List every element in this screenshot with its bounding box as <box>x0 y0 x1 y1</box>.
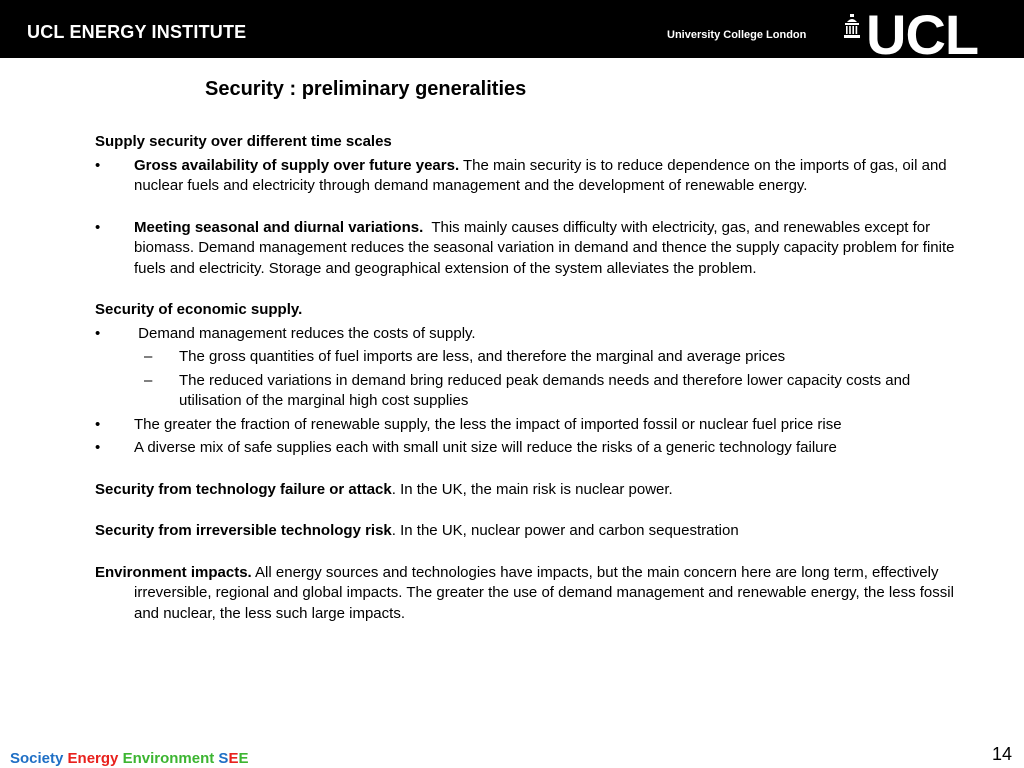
ucl-portico-icon <box>844 14 860 38</box>
paragraph-text: All energy sources and technologies have impacts, but the main concern here are long term, effectively irreversible, regional and global impacts. The greater the use of demand management and renewable energy, the less fossil and nuclear, the less such large impacts. <box>134 563 954 622</box>
paragraph-heading: Security from technology failure or attack <box>95 480 392 498</box>
paragraph-text: . In the UK, nuclear power and carbon sequestration <box>391 522 739 539</box>
list-item <box>95 218 959 280</box>
page-number: 14 <box>992 744 1013 764</box>
item-text: The gross quantities of fuel imports are less, and therefore the marginal and average prices <box>179 348 786 365</box>
sub-list-item <box>95 347 955 368</box>
bullet-marker: • <box>95 324 101 342</box>
bullet-marker: • <box>95 156 101 174</box>
bullet-marker: • <box>95 218 101 236</box>
item-text: This mainly causes difficulty with electricity, gas, and renewables except for biomass. Demand management reduces the seasonal variation in demand and thence the supply capacity problem for finite fuels and electricity. Storage and geographical extension of the system alleviates the problem. <box>134 218 959 277</box>
slide-title: Security : preliminary generalities <box>205 78 527 100</box>
section-heading-economic: Security of economic supply. <box>95 301 303 318</box>
footer-e2: E <box>238 750 249 767</box>
list-item <box>95 156 955 197</box>
slide-body <box>95 132 959 624</box>
footer-environment: Environment <box>122 750 215 767</box>
ucl-logo: UCL <box>866 3 979 66</box>
footer-e1: E <box>228 750 239 767</box>
item-text: The reduced variations in demand bring reduced peak demands needs and therefore lower capacity costs and utilisation of the marginal high cost supplies <box>179 371 911 409</box>
bullet-marker: • <box>95 439 101 456</box>
item-heading: Meeting seasonal and diurnal variations. <box>134 218 424 236</box>
dash-marker: – <box>144 348 153 365</box>
paragraph-text: . In the UK, the main risk is nuclear power. <box>391 480 673 498</box>
paragraph-environment <box>95 563 955 625</box>
paragraph-irreversible-risk <box>95 521 955 542</box>
bullet-marker: • <box>95 415 101 433</box>
item-text: A diverse mix of safe supplies each with small unit size will reduce the risks of a generic technology failure <box>134 439 837 456</box>
list-item <box>95 324 955 345</box>
paragraph-heading: Security from irreversible technology risk <box>95 522 392 539</box>
paragraph-heading: Environment impacts. <box>95 563 252 581</box>
footer-see <box>218 750 248 767</box>
footer-tagline <box>10 750 248 767</box>
item-heading: Gross availability of supply over future years. <box>134 156 460 174</box>
list-item <box>95 415 955 436</box>
item-text: Demand management reduces the costs of supply. <box>134 324 476 342</box>
item-text: The greater the fraction of renewable supply, the less the impact of imported fossil or nuclear fuel price rise <box>134 415 842 433</box>
header-bar <box>0 0 1024 66</box>
footer-energy: Energy <box>67 750 119 767</box>
paragraph-technology-failure <box>95 480 955 501</box>
item-text: The main security is to reduce dependence on the imports of gas, oil and nuclear fuels and electricity through demand management and the development of renewable energy. <box>134 156 947 194</box>
sub-list-item <box>95 371 955 412</box>
dash-marker: – <box>144 371 153 389</box>
institute-name: UCL ENERGY INSTITUTE <box>27 22 247 42</box>
section-heading-supply: Supply security over different time scales <box>95 133 392 150</box>
university-name: University College London <box>667 29 807 41</box>
list-item <box>95 438 955 459</box>
footer-society: Society <box>10 750 64 767</box>
footer-s: S <box>218 750 229 767</box>
